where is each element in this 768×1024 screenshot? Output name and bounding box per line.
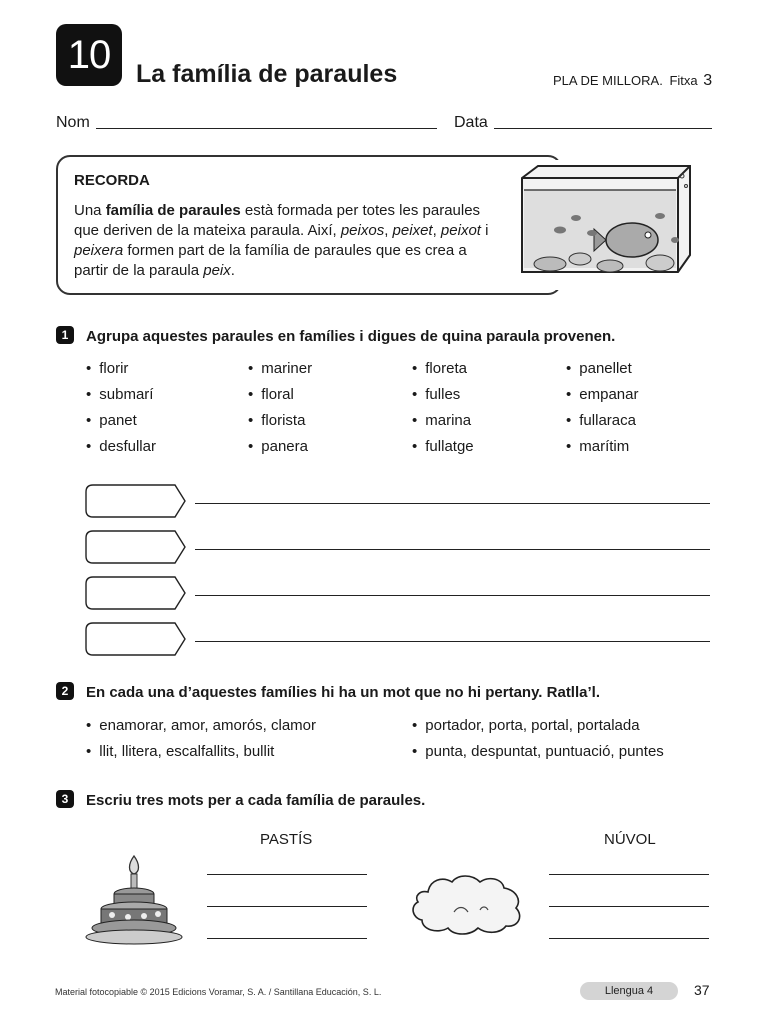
exercise-1-instruction: Agrupa aquestes paraules en famílies i digues de quina paraula provenen.: [86, 328, 616, 345]
answer-line[interactable]: [195, 641, 710, 642]
word-item: • fullaraca: [566, 408, 638, 434]
recorda-run: ,: [432, 222, 441, 239]
word-item: • floreta: [412, 356, 474, 382]
pastis-answer-line[interactable]: [207, 874, 367, 875]
recorda-run: formen part de la família de paraules que es crea a partir de la paraula: [74, 242, 467, 279]
family-root-box[interactable]: [85, 530, 187, 564]
word-item: • florir: [86, 356, 156, 382]
nuvol-answer-line[interactable]: [549, 938, 709, 939]
recorda-run: família de paraules: [105, 202, 241, 219]
family-root-box[interactable]: [85, 484, 187, 518]
recorda-run: peixet: [392, 222, 433, 239]
series-label: [553, 72, 712, 90]
word-item: • marítim: [566, 434, 638, 460]
exercise-1-number: 1: [56, 326, 74, 344]
recorda-run: .: [230, 262, 235, 279]
answer-line[interactable]: [195, 549, 710, 550]
page-number: 37: [694, 982, 710, 998]
recorda-run: ,: [384, 222, 393, 239]
word-item: • mariner: [248, 356, 312, 382]
recorda-run: peixos: [340, 222, 385, 239]
nuvol-answer-line[interactable]: [549, 906, 709, 907]
nom-field[interactable]: [96, 128, 437, 129]
answer-line[interactable]: [195, 503, 710, 504]
data-field[interactable]: [494, 128, 712, 129]
word-item: • panet: [86, 408, 156, 434]
sheet-number-badge: 10: [56, 24, 122, 86]
word-column-4: [566, 356, 638, 460]
recorda-paragraph: [74, 201, 504, 281]
copyright-text: Material fotocopiable © 2015 Edicions Voramar, S. A. / Santillana Educación, S. L.: [55, 987, 382, 997]
recorda-run: peix: [203, 262, 231, 279]
exercise-3-instruction: Escriu tres mots per a cada família de paraules.: [86, 792, 426, 809]
word-item: • empanar: [566, 382, 638, 408]
recorda-run: i: [480, 222, 489, 239]
word-column-1: [86, 356, 156, 460]
recorda-run: peixera: [74, 242, 124, 259]
nuvol-answer-line[interactable]: [549, 874, 709, 875]
word-item: • fullatge: [412, 434, 474, 460]
cake-icon: [84, 852, 184, 948]
exercise-2-number: 2: [56, 682, 74, 700]
family-root-box[interactable]: [85, 576, 187, 610]
exercise-2-list-left: [86, 713, 316, 765]
exercise-2-list-right: [412, 713, 664, 765]
data-label: Data: [454, 114, 488, 131]
recorda-run: peixot: [440, 222, 481, 239]
fitxa-number: 3: [703, 72, 713, 89]
recorda-run: està formada per totes les paraules que deriven de la mateixa paraula. Així,: [74, 202, 481, 239]
fitxa-label: Fitxa: [669, 73, 698, 88]
series-name: PLA DE MILLORA.: [553, 73, 663, 88]
family-item[interactable]: • punta, despuntat, puntuació, puntes: [412, 739, 664, 765]
word-item: • desfullar: [86, 434, 156, 460]
family-title-pastis: PASTÍS: [260, 831, 313, 848]
word-item: • panellet: [566, 356, 638, 382]
page-title: La família de paraules: [136, 60, 398, 88]
recorda-run: Una: [74, 202, 106, 219]
pastis-answer-line[interactable]: [207, 938, 367, 939]
recorda-title: RECORDA: [74, 172, 150, 189]
family-title-nuvol: NÚVOL: [604, 831, 656, 848]
word-item: • marina: [412, 408, 474, 434]
subject-pill: Llengua 4: [580, 982, 678, 1000]
word-item: • fulles: [412, 382, 474, 408]
exercise-2-instruction: En cada una d’aquestes famílies hi ha un mot que no hi pertany. Ratlla’l.: [86, 684, 600, 701]
family-item[interactable]: • enamorar, amor, amorós, clamor: [86, 713, 316, 739]
cloud-icon: [408, 872, 526, 938]
pastis-answer-line[interactable]: [207, 906, 367, 907]
answer-line[interactable]: [195, 595, 710, 596]
word-item: • floral: [248, 382, 312, 408]
word-item: • florista: [248, 408, 312, 434]
exercise-3-number: 3: [56, 790, 74, 808]
family-item[interactable]: • portador, porta, portal, portalada: [412, 713, 664, 739]
fish-tank-icon: [510, 160, 695, 290]
word-item: • panera: [248, 434, 312, 460]
word-column-3: [412, 356, 474, 460]
nom-label: Nom: [56, 114, 90, 131]
family-root-box[interactable]: [85, 622, 187, 656]
word-column-2: [248, 356, 312, 460]
word-item: • submarí: [86, 382, 156, 408]
family-item[interactable]: • llit, llitera, escalfallits, bullit: [86, 739, 316, 765]
